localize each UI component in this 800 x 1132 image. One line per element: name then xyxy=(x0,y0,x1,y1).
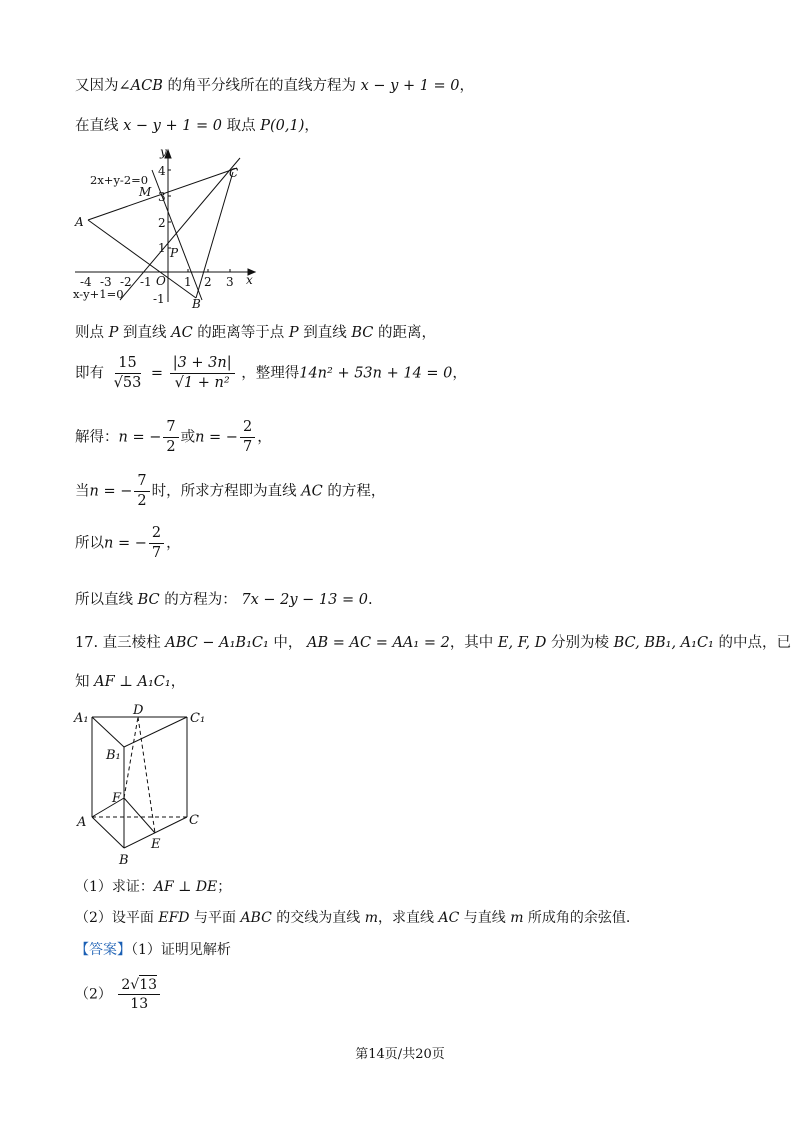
text: ， xyxy=(304,118,319,134)
text: （1）求证： xyxy=(75,879,154,895)
y-tick-label: 4 xyxy=(158,164,166,178)
text: 或 xyxy=(180,429,196,446)
vertex-c-label: C xyxy=(189,813,199,828)
vertex-d-label: D xyxy=(133,703,144,718)
math: AC xyxy=(438,910,460,926)
text-line-4 xyxy=(75,354,467,393)
math: AC xyxy=(171,325,193,341)
point-p-label: P xyxy=(170,246,179,260)
text-line-5 xyxy=(75,418,272,457)
denominator: 7 xyxy=(151,544,162,561)
y-tick-label: 1 xyxy=(158,241,166,255)
text: 在直线 xyxy=(75,118,124,134)
answer-line xyxy=(75,939,231,959)
text: . xyxy=(367,592,373,608)
numerator: |3 + 3n| xyxy=(170,354,235,374)
numerator-coef: 2 xyxy=(121,977,131,993)
question-17-line-2 xyxy=(75,670,185,691)
text: 取点 xyxy=(222,118,261,134)
text: ； xyxy=(217,879,232,895)
math: P xyxy=(288,325,299,341)
text: ， xyxy=(257,429,272,446)
x-tick-label: 1 xyxy=(184,275,192,289)
math: n = − xyxy=(104,535,147,552)
math: P(0,1) xyxy=(260,118,305,134)
text: 即有 xyxy=(75,365,104,382)
math: n = − xyxy=(195,429,238,446)
y-tick-label: -1 xyxy=(153,292,165,306)
line-label-1: 2x+y-2=0 xyxy=(90,173,149,187)
page-footer: 第14页/共20页 xyxy=(355,1047,445,1062)
math: n = − xyxy=(89,483,133,500)
math: x − y + 1 = 0 xyxy=(123,118,223,134)
denominator: 1 + n² xyxy=(183,374,230,391)
math: EFD xyxy=(158,910,190,926)
text: 时，所求方程即为直线 xyxy=(151,483,302,500)
text: 所以 xyxy=(75,535,104,552)
text-line-1 xyxy=(75,74,474,95)
fraction xyxy=(163,418,178,457)
text: ， xyxy=(459,78,475,94)
math: ABC xyxy=(240,910,272,926)
point-c-label: C xyxy=(229,166,239,180)
math: E, F, D xyxy=(497,635,547,651)
vertex-a1-label: A₁ xyxy=(74,711,89,726)
origin-label: O xyxy=(156,274,166,288)
math: x − y + 1 = 0 xyxy=(360,78,460,94)
text: 又因为 xyxy=(75,78,119,94)
vertex-b-label: B xyxy=(119,853,129,868)
text: 到直线 xyxy=(298,325,352,341)
coordinate-graph xyxy=(70,140,270,310)
x-tick-label: -1 xyxy=(140,275,152,289)
numerator: 2 xyxy=(240,418,255,438)
vertex-c1-label: C₁ xyxy=(190,711,206,726)
text: 知 xyxy=(75,674,95,690)
fraction xyxy=(240,418,255,457)
denominator: 13 xyxy=(130,996,149,1013)
numerator: 2 xyxy=(149,524,164,544)
text: 与直线 xyxy=(459,910,511,926)
denominator: 53 xyxy=(122,374,142,391)
fraction: $\frac{|3 + 3n|}{\text{√1 + n²}}$ xyxy=(170,354,235,393)
text: 的方程为： xyxy=(159,592,242,608)
text: 所成角的余弦值. xyxy=(523,910,631,926)
text: （2）设平面 xyxy=(75,910,159,926)
text: 所以直线 xyxy=(75,592,138,608)
text: 则点 xyxy=(75,325,109,341)
text: ， xyxy=(166,535,181,552)
text: 的距离， xyxy=(373,325,437,341)
text: 的交线为直线 xyxy=(271,910,365,926)
vertex-b1-label: B₁ xyxy=(106,748,121,763)
fraction xyxy=(149,524,164,563)
part-1 xyxy=(75,876,231,896)
answer-tag: 【答案】 xyxy=(75,942,131,958)
fraction: $\frac{2√13}{13}$ xyxy=(118,976,160,1013)
x-tick-label: -4 xyxy=(80,275,92,289)
math: BC xyxy=(137,592,160,608)
question-17-line-1 xyxy=(75,631,791,652)
text-line-3 xyxy=(75,321,436,342)
point-m-label: M xyxy=(139,185,152,199)
fraction: $\frac{15}{√53}$ xyxy=(113,355,142,391)
text: （1）证明见解析 xyxy=(131,942,231,958)
answer-line-2 xyxy=(75,976,162,1013)
y-tick-label: 2 xyxy=(158,216,166,230)
y-axis-label: y xyxy=(160,145,167,159)
text: ，整理得 xyxy=(241,365,300,382)
text: ，其中 xyxy=(449,635,498,651)
math: m xyxy=(510,910,524,926)
x-tick-label: -2 xyxy=(120,275,132,289)
text: ，求直线 xyxy=(378,910,439,926)
math: AF ⊥ A₁C₁ xyxy=(94,674,171,690)
vertex-a-label: A xyxy=(77,815,87,830)
denominator: 7 xyxy=(242,438,253,455)
text: 的方程， xyxy=(322,483,386,500)
math: m xyxy=(364,910,378,926)
math: ∠ACB xyxy=(118,78,163,94)
numerator: 7 xyxy=(163,418,178,438)
math: AB = AC = AA₁ = 2 xyxy=(307,635,450,651)
text: 分别为棱 xyxy=(546,635,614,651)
numerator: 15 xyxy=(115,354,139,374)
x-tick-label: 2 xyxy=(204,275,212,289)
math: n = − xyxy=(118,429,162,446)
x-tick-label: 3 xyxy=(226,275,234,289)
text: 到直线 xyxy=(118,325,172,341)
math: AF ⊥ DE xyxy=(153,879,218,895)
text: 的中点，已 xyxy=(713,635,791,651)
numerator: 7 xyxy=(134,472,149,492)
prism-figure xyxy=(70,700,220,872)
text: 解得： xyxy=(75,429,119,446)
math: ABC − A₁B₁C₁ xyxy=(165,635,269,651)
x-axis-label: x xyxy=(246,273,253,287)
text: 的距离等于点 xyxy=(192,325,289,341)
fraction xyxy=(134,472,149,511)
math: AC xyxy=(301,483,323,500)
denominator: 2 xyxy=(137,492,147,509)
numerator-radicand: 13 xyxy=(139,977,158,993)
math: 7x − 2y − 13 = 0 xyxy=(241,592,368,608)
vertex-e-label: E xyxy=(151,837,161,852)
question-number: 17. 直三棱柱 xyxy=(75,635,166,651)
math: BC, BB₁, A₁C₁ xyxy=(613,635,714,651)
text: 的角平分线所在的直线方程为 xyxy=(162,78,361,94)
y-tick-label: 3 xyxy=(158,190,166,204)
point-a-label: A xyxy=(75,215,84,229)
text-line-7 xyxy=(75,524,181,563)
part-2 xyxy=(75,907,630,927)
math: P xyxy=(108,325,119,341)
text-line-8 xyxy=(75,588,373,609)
text: 当 xyxy=(75,483,90,500)
text: 与平面 xyxy=(189,910,241,926)
math: BC xyxy=(351,325,374,341)
math: 14n² + 53n + 14 = 0 xyxy=(299,365,453,382)
x-tick-label: -3 xyxy=(100,275,112,289)
point-b-label: B xyxy=(192,297,201,310)
line-label-2: x-y+1=0 xyxy=(73,287,124,301)
text: = xyxy=(150,365,164,382)
text: 中， xyxy=(268,635,308,651)
text: ， xyxy=(452,365,467,382)
vertex-f-label: F xyxy=(112,791,122,806)
text: ， xyxy=(170,674,186,690)
text-line-6 xyxy=(75,472,385,511)
text: （2） xyxy=(75,986,112,1003)
denominator: 2 xyxy=(166,438,176,455)
text-line-2 xyxy=(75,114,319,135)
